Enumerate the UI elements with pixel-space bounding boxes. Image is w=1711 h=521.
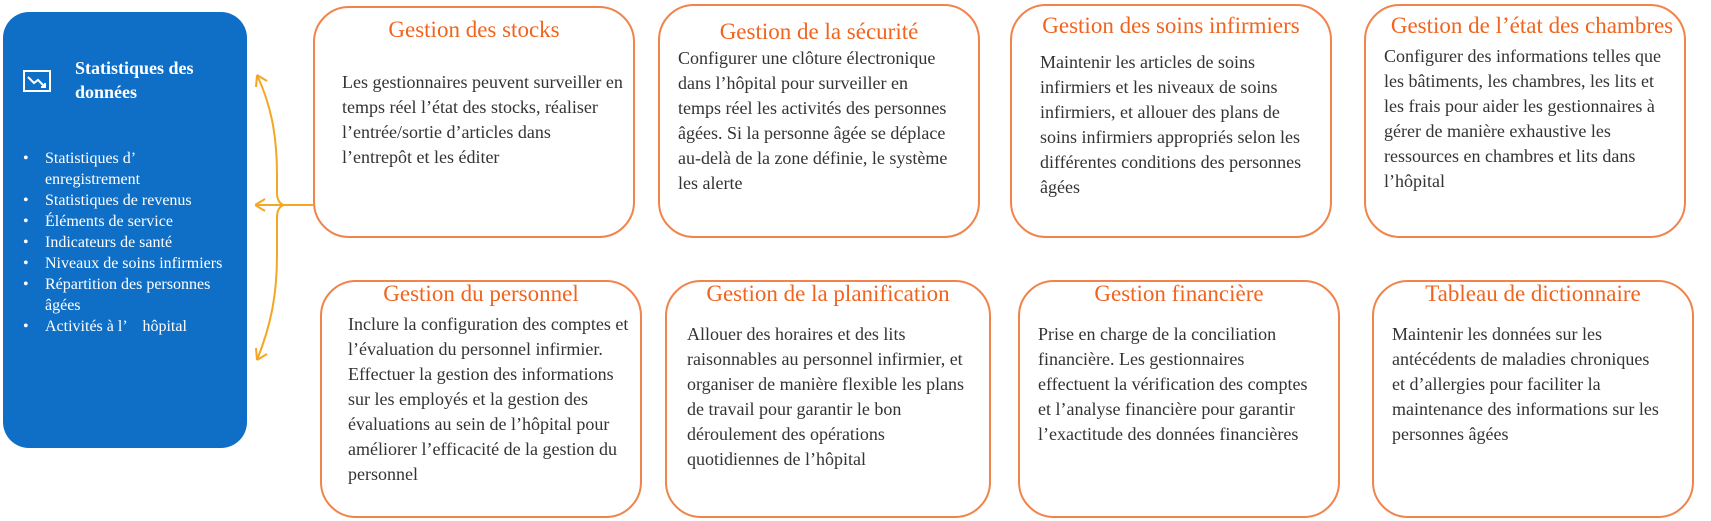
- stats-item: • Statistiques d’ enregistrement: [23, 148, 251, 190]
- card-body: Inclure la configuration des comptes et l’évaluation du personnel infirmier. Effectuer la gestion des informations sur les employés et la gestion des évaluations au sein de l’hôpital pour améliorer l’efficacité de la gestion du personnel: [348, 314, 629, 484]
- card-personnel: [320, 280, 642, 518]
- card-financiere: [1018, 280, 1340, 518]
- card-chambres: [1364, 4, 1686, 238]
- card-stocks: [313, 6, 635, 238]
- card-title: Gestion de l’état des chambres: [1390, 13, 1674, 38]
- card-title: Gestion de la sécurité: [719, 19, 919, 44]
- card-body: Configurer une clôture électronique dans l’hôpital pour surveiller en temps réel les activités des personnes âgées. Si la personne âgée se déplace au-delà de la zone définie, le système les alerte: [678, 48, 948, 193]
- chart-down-icon: [23, 70, 51, 92]
- card-title: Gestion du personnel: [383, 281, 579, 306]
- card-body: Allouer des horaires et des lits raisonnables au personnel infirmier, et organiser de manière flexible les plans de travail pour garantir le bon déroulement des opérations quotidiennes de l’hôpital: [687, 324, 965, 469]
- stats-item: • Indicateurs de santé: [23, 232, 251, 253]
- card-body: Les gestionnaires peuvent surveiller en temps réel l’état des stocks, réaliser l’entrée/sortie d’articles dans l’entrepôt et les éditer: [342, 72, 623, 167]
- stats-item: • Éléments de service: [23, 211, 251, 232]
- card-dictionnaire: [1372, 280, 1694, 518]
- card-planification: [665, 280, 991, 518]
- card-body: Prise en charge de la conciliation financière. Les gestionnaires effectuent la vérification des comptes et l’analyse financière pour garantir l’exactitude des données financières: [1038, 324, 1308, 444]
- stats-list: [23, 148, 251, 337]
- stats-title: Statistiques des données: [75, 58, 194, 102]
- stats-item: • Activités à l’ hôpital: [23, 316, 251, 337]
- card-title: Tableau de dictionnaire: [1425, 281, 1641, 306]
- stats-panel: [3, 12, 247, 448]
- card-title: Gestion financière: [1094, 281, 1264, 306]
- card-soins: [1010, 4, 1332, 238]
- card-title: Gestion des stocks: [388, 17, 560, 42]
- card-title: Gestion de la planification: [706, 281, 950, 306]
- stats-item: • Répartition des personnes âgées: [23, 274, 251, 316]
- stats-item: • Statistiques de revenus: [23, 190, 251, 211]
- card-securite: [658, 4, 980, 238]
- card-body: Configurer des informations telles que les bâtiments, les chambres, les lits et les frais pour aider les gestionnaires à gérer de manière exhaustive les ressources en chambres et lits dans l’hôpital: [1384, 46, 1661, 191]
- card-title: Gestion des soins infirmiers: [1042, 13, 1300, 38]
- stats-item: • Niveaux de soins infirmiers: [23, 253, 251, 274]
- bracket-connector: [255, 65, 315, 375]
- card-body: Maintenir les données sur les antécédents de maladies chroniques et d’allergies pour faciliter la maintenance des informations sur les personnes âgées: [1392, 324, 1659, 444]
- card-body: Maintenir les articles de soins infirmiers et les niveaux de soins infirmiers, et allouer des plans de soins infirmiers appropriés selon les différentes conditions des personnes âgées: [1040, 52, 1302, 197]
